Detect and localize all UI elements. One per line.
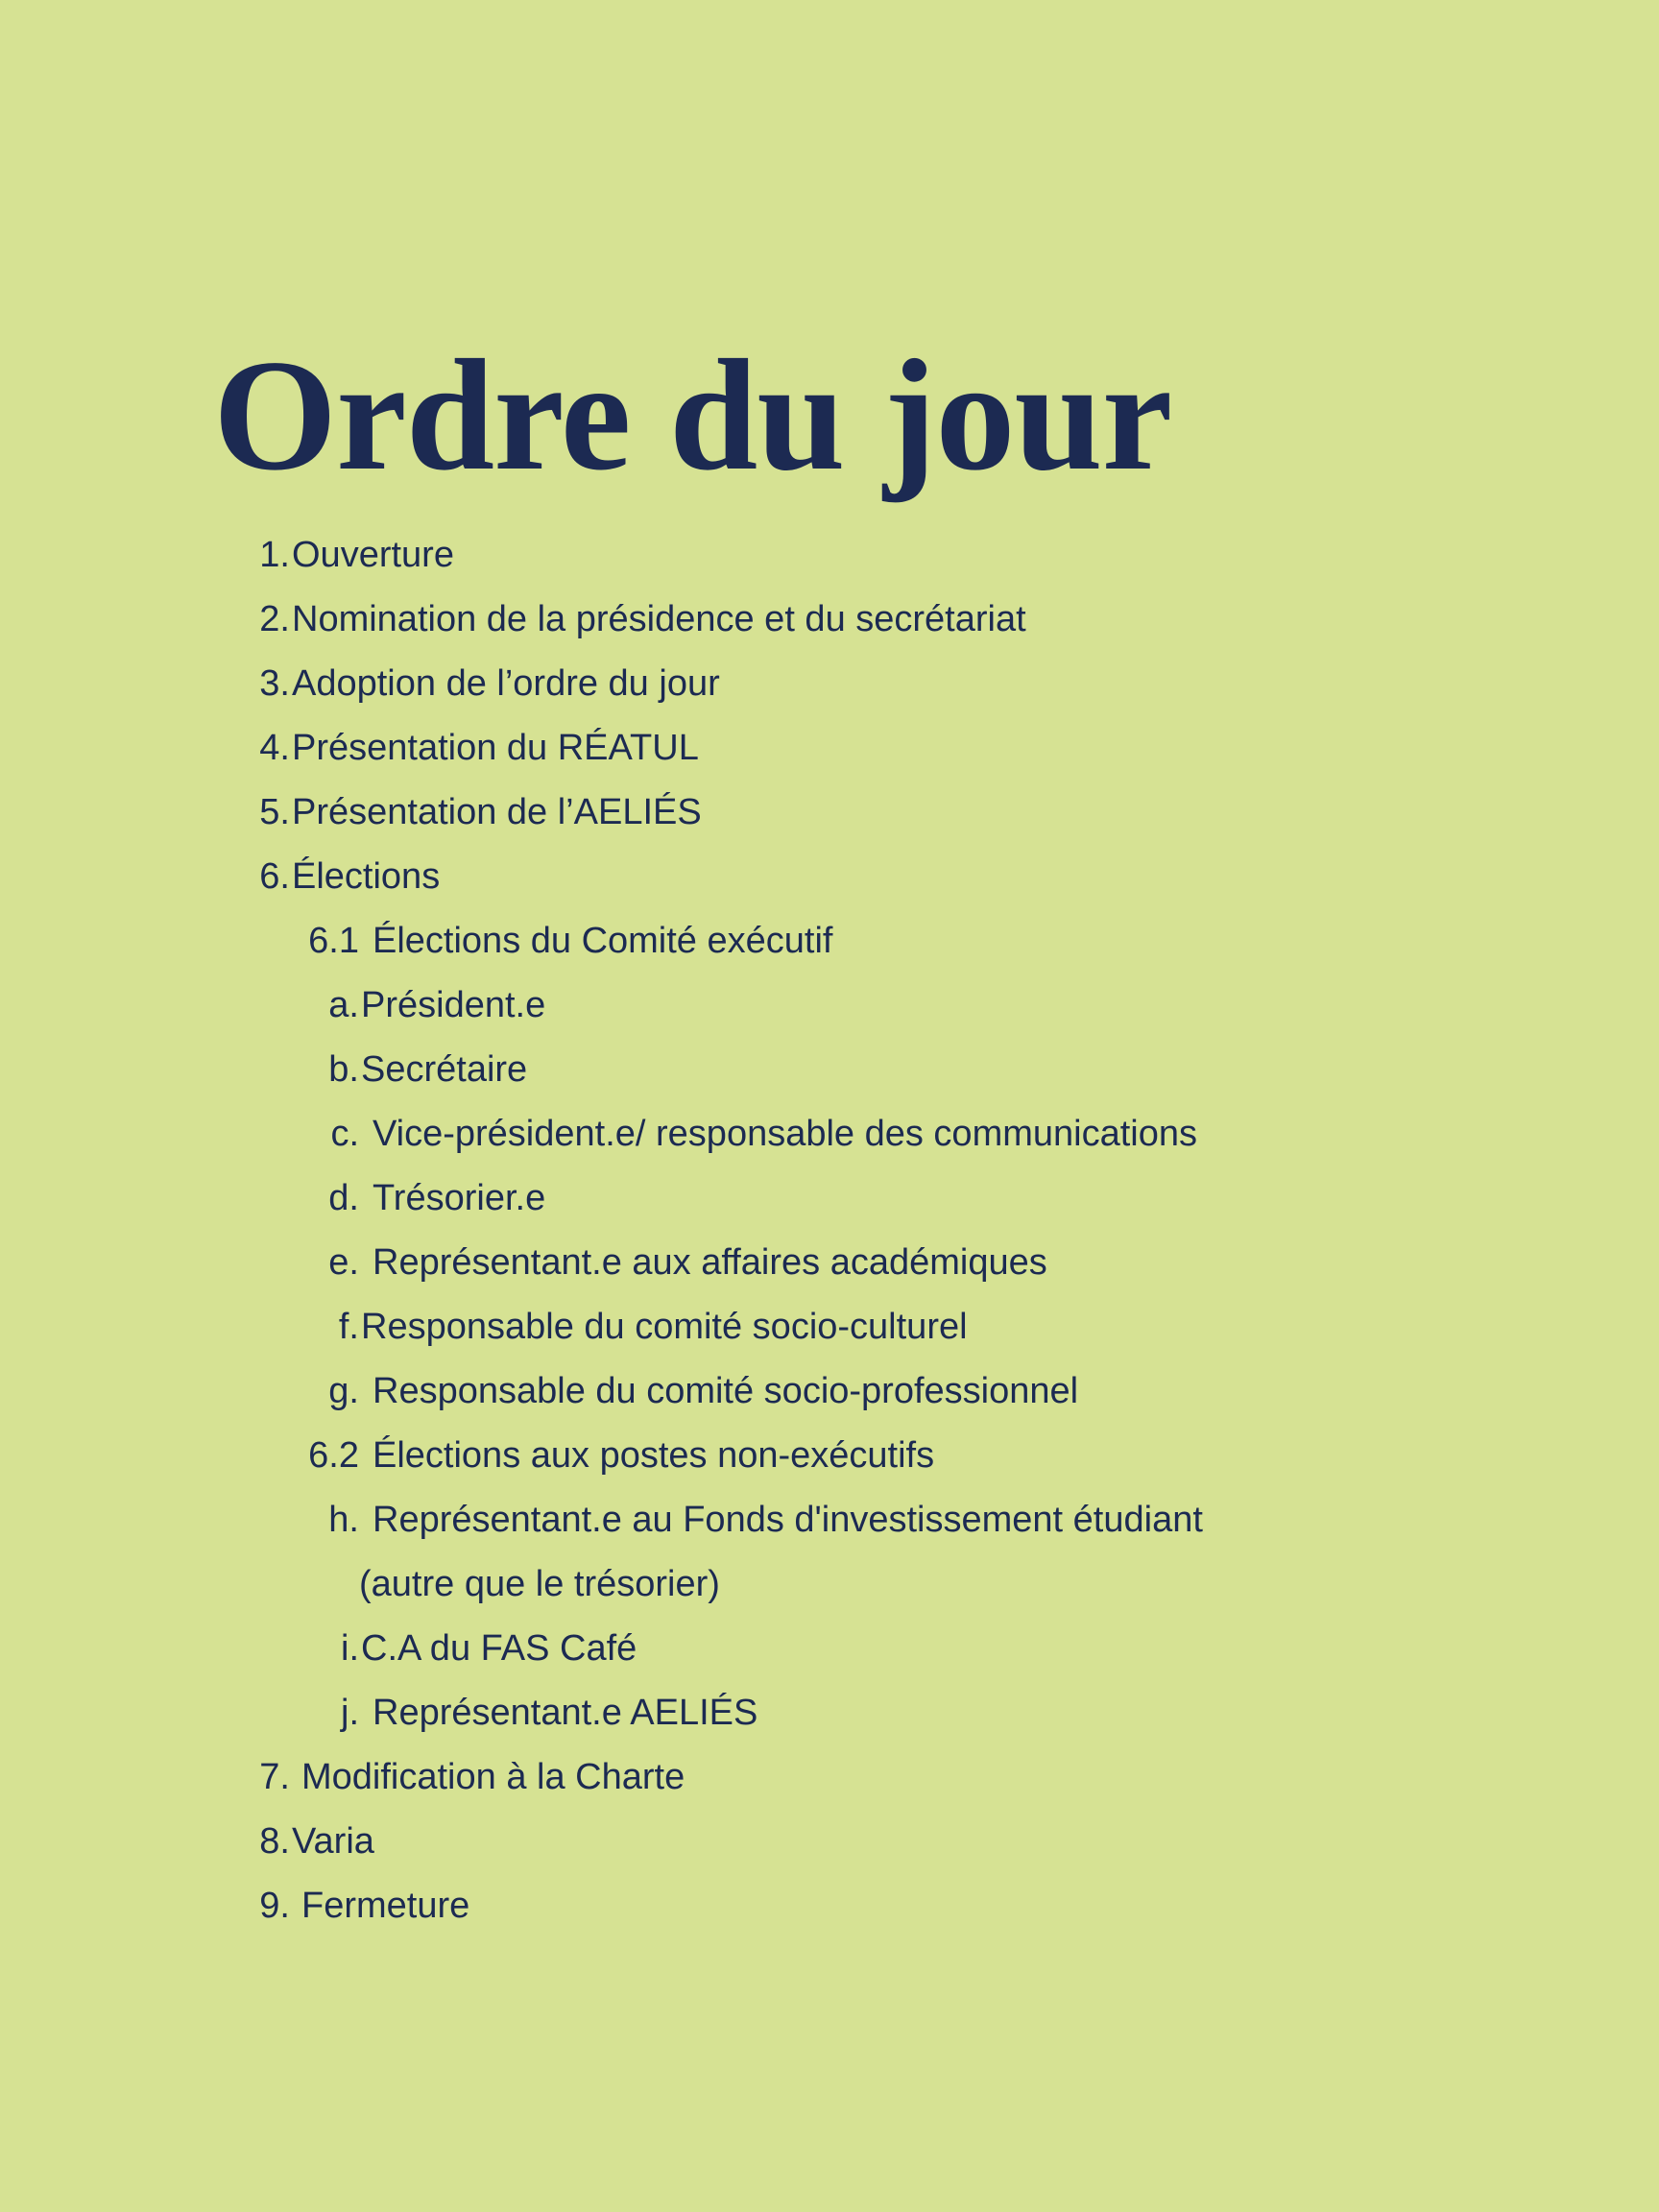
agenda-item (0, 974, 1659, 1038)
agenda-item-marker: 5. (259, 792, 290, 832)
agenda-item-marker: e. (328, 1242, 359, 1283)
agenda-item (0, 1745, 1659, 1810)
agenda-item-marker: 1. (259, 535, 290, 575)
agenda-item (0, 523, 1659, 588)
agenda-item-marker: g. (328, 1371, 359, 1411)
agenda-item (0, 1617, 1659, 1681)
agenda-item-marker: 7. (259, 1757, 290, 1797)
agenda-item-marker: c. (330, 1114, 359, 1154)
agenda-item-label: Modification à la Charte (301, 1757, 685, 1797)
agenda-item-marker: i. (341, 1628, 359, 1669)
agenda-item-label: (autre que le trésorier) (359, 1564, 720, 1604)
page-title: Ordre du jour (213, 326, 1172, 504)
agenda-item-marker: d. (328, 1178, 359, 1218)
agenda-item (0, 1166, 1659, 1231)
agenda-item (0, 1359, 1659, 1424)
agenda-item (0, 1038, 1659, 1102)
agenda-item-label: Responsable du comité socio-professionnel (373, 1371, 1079, 1411)
agenda-item-label: Ouverture (292, 535, 454, 575)
agenda-item-label: Présentation du RÉATUL (292, 728, 699, 768)
agenda-item (0, 588, 1659, 652)
agenda-item-label: Élections aux postes non-exécutifs (373, 1435, 935, 1476)
agenda-item-label: Représentant.e AELIÉS (373, 1693, 758, 1733)
agenda-item-label: Représentant.e aux affaires académiques (373, 1242, 1047, 1283)
agenda-item-label: Élections (292, 856, 441, 897)
agenda-item-marker: 3. (259, 663, 290, 704)
agenda-item-label: Secrétaire (361, 1049, 528, 1090)
agenda-item (0, 1231, 1659, 1295)
agenda-item-label: Vice-président.e/ responsable des communications (373, 1114, 1197, 1154)
agenda-item-label: Président.e (361, 985, 546, 1025)
agenda-item-marker: 2. (259, 599, 290, 639)
agenda-item-label: Fermeture (301, 1886, 470, 1926)
agenda-item-marker: 6.1 (308, 921, 359, 961)
agenda-item-marker: 4. (259, 728, 290, 768)
agenda-item (0, 652, 1659, 716)
agenda-item-label: Responsable du comité socio-culturel (361, 1307, 968, 1347)
agenda-item-marker: 6.2 (308, 1435, 359, 1476)
agenda-item-marker: j. (341, 1693, 359, 1733)
agenda-item-marker: 8. (259, 1821, 290, 1862)
agenda-item-label: Trésorier.e (373, 1178, 546, 1218)
agenda-list (0, 523, 1659, 1938)
agenda-item-label: C.A du FAS Café (361, 1628, 637, 1669)
agenda-item-label: Représentant.e au Fonds d'investissement étudiant (373, 1500, 1203, 1540)
agenda-item-marker: 6. (259, 856, 290, 897)
agenda-item (0, 1552, 1659, 1617)
agenda-item (0, 1295, 1659, 1359)
agenda-item-label: Varia (292, 1821, 374, 1862)
agenda-item (0, 1424, 1659, 1488)
agenda-item-label: Adoption de l’ordre du jour (292, 663, 720, 704)
agenda-item-label: Élections du Comité exécutif (373, 921, 833, 961)
agenda-item-label: Présentation de l’AELIÉS (292, 792, 702, 832)
agenda-item (0, 1810, 1659, 1874)
agenda-item-label: Nomination de la présidence et du secrétariat (292, 599, 1026, 639)
agenda-item (0, 1488, 1659, 1552)
agenda-item-marker: b. (328, 1049, 359, 1090)
agenda-item-marker: f. (338, 1307, 359, 1347)
agenda-item (0, 845, 1659, 909)
agenda-item (0, 1681, 1659, 1745)
agenda-item (0, 1874, 1659, 1938)
agenda-item (0, 716, 1659, 781)
agenda-item (0, 909, 1659, 974)
agenda-item-marker: h. (328, 1500, 359, 1540)
agenda-item (0, 1102, 1659, 1166)
agenda-item-marker: a. (328, 985, 359, 1025)
agenda-item (0, 781, 1659, 845)
agenda-item-marker: 9. (259, 1886, 290, 1926)
